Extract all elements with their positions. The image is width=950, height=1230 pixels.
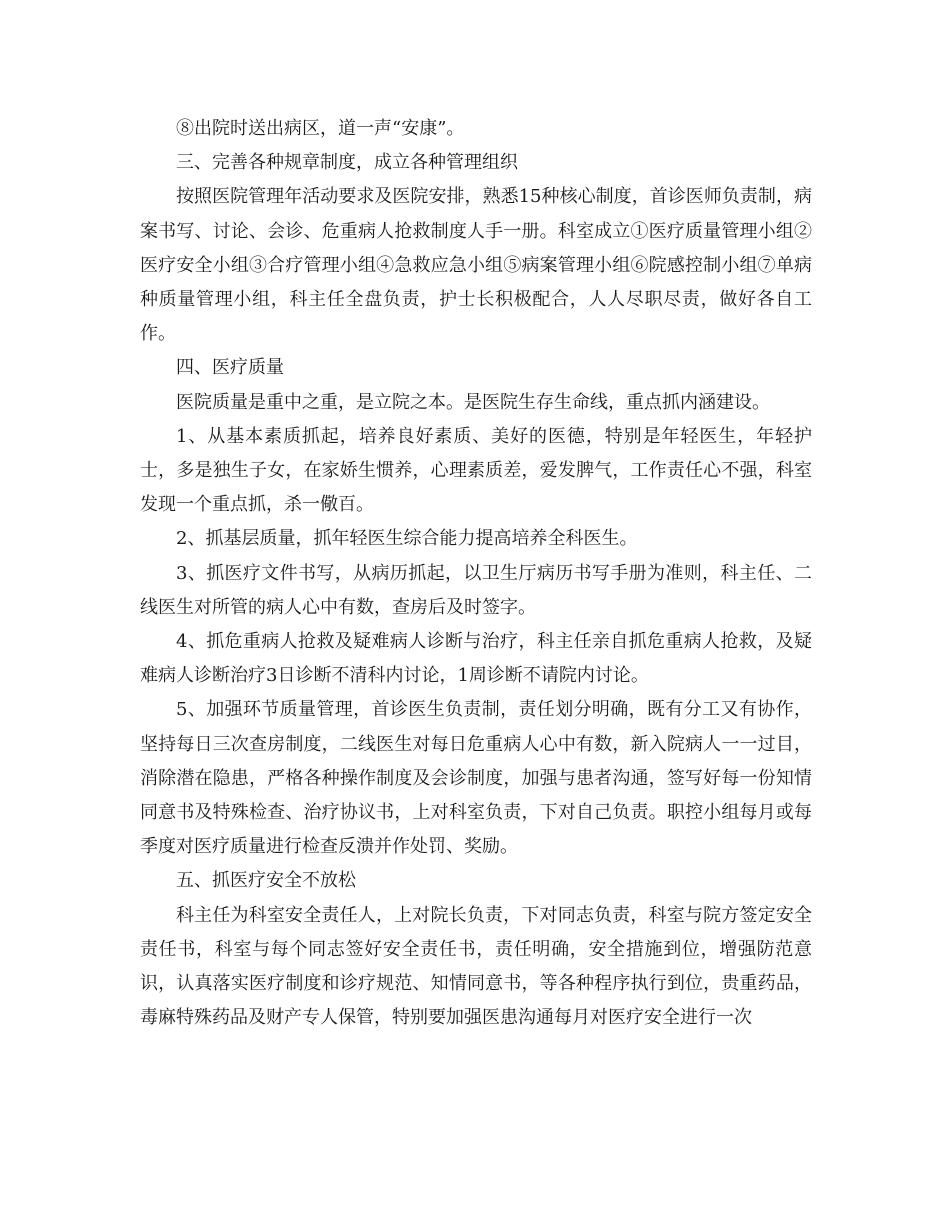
paragraph-quality-5: 5、加强环节质量管理，首诊医生负责制，责任划分明确，既有分工又有协作，坚持每日三次查房制度，二线医生对每日危重病人心中有数，新入院病人一一过目，消除潜在隐患，严格各种操作制度及会诊制度，加强与患者沟通，签写好每一份知情同意书及特殊检查、治疗协议书，上对科室负责，下对自己负责。职控小组每月或每季度对医疗质量进行检查反溃并作处罚、奖励。 [140,699,812,858]
paragraph-quality-3: 3、抓医疗文件书写，从病历抓起，以卫生厅病历书写手册为准则，科主任、二线医生对所管的病人心中有数，查房后及时签字。 [140,562,812,618]
section-heading-4: 四、医疗质量 [176,357,284,379]
document-body [140,112,812,1035]
section-heading-3: 三、完善各种规章制度，成立各种管理组织 [176,152,518,174]
paragraph-quality-2: 2、抓基层质量，抓年轻医生综合能力提高培养全科医生。 [176,528,638,550]
paragraph-core-systems: 按照医院管理年活动要求及医院安排，熟悉15种核心制度，首诊医师负责制，病案书写、讨论、会诊、危重病人抢救制度人手一册。科室成立①医疗质量管理小组②医疗安全小组③合疗管理小组④急救应急小组⑤病案管理小组⑥院感控制小组⑦单病种质量管理小组，科主任全盘负责，护士长积极配合，人人尽职尽责，做好各自工作。 [140,186,812,345]
paragraph-quality-1: 1、从基本素质抓起，培养良好素质、美好的医德，特别是年轻医生，年轻护士，多是独生子女，在家娇生惯养，心理素质差，爱发脾气，工作责任心不强，科室发现一个重点抓，杀一儆百。 [140,425,812,516]
paragraph-quality-4: 4、抓危重病人抢救及疑难病人诊断与治疗，科主任亲自抓危重病人抢救，及疑难病人诊断治疗3日诊断不清科内讨论，1周诊断不请院内讨论。 [140,631,812,687]
paragraph-safety: 科主任为科室安全责任人，上对院长负责，下对同志负责，科室与院方签定安全责任书，科室与每个同志签好安全责任书，责任明确，安全措施到位，增强防范意识，认真落实医疗制度和诊疗规范、知情同意书，等各种程序执行到位，贵重药品，毒麻特殊药品及财产专人保管，特别要加强医患沟通每月对医疗安全进行一次 [140,904,812,1029]
paragraph-item-8-discharge: ⑧出院时送出病区，道一声“安康”。 [176,118,465,139]
section-heading-5: 五、抓医疗安全不放松 [176,870,356,892]
paragraph-quality-intro: 医院质量是重中之重，是立院之本。是医院生存生命线，重点抓内涵建设。 [176,391,770,413]
